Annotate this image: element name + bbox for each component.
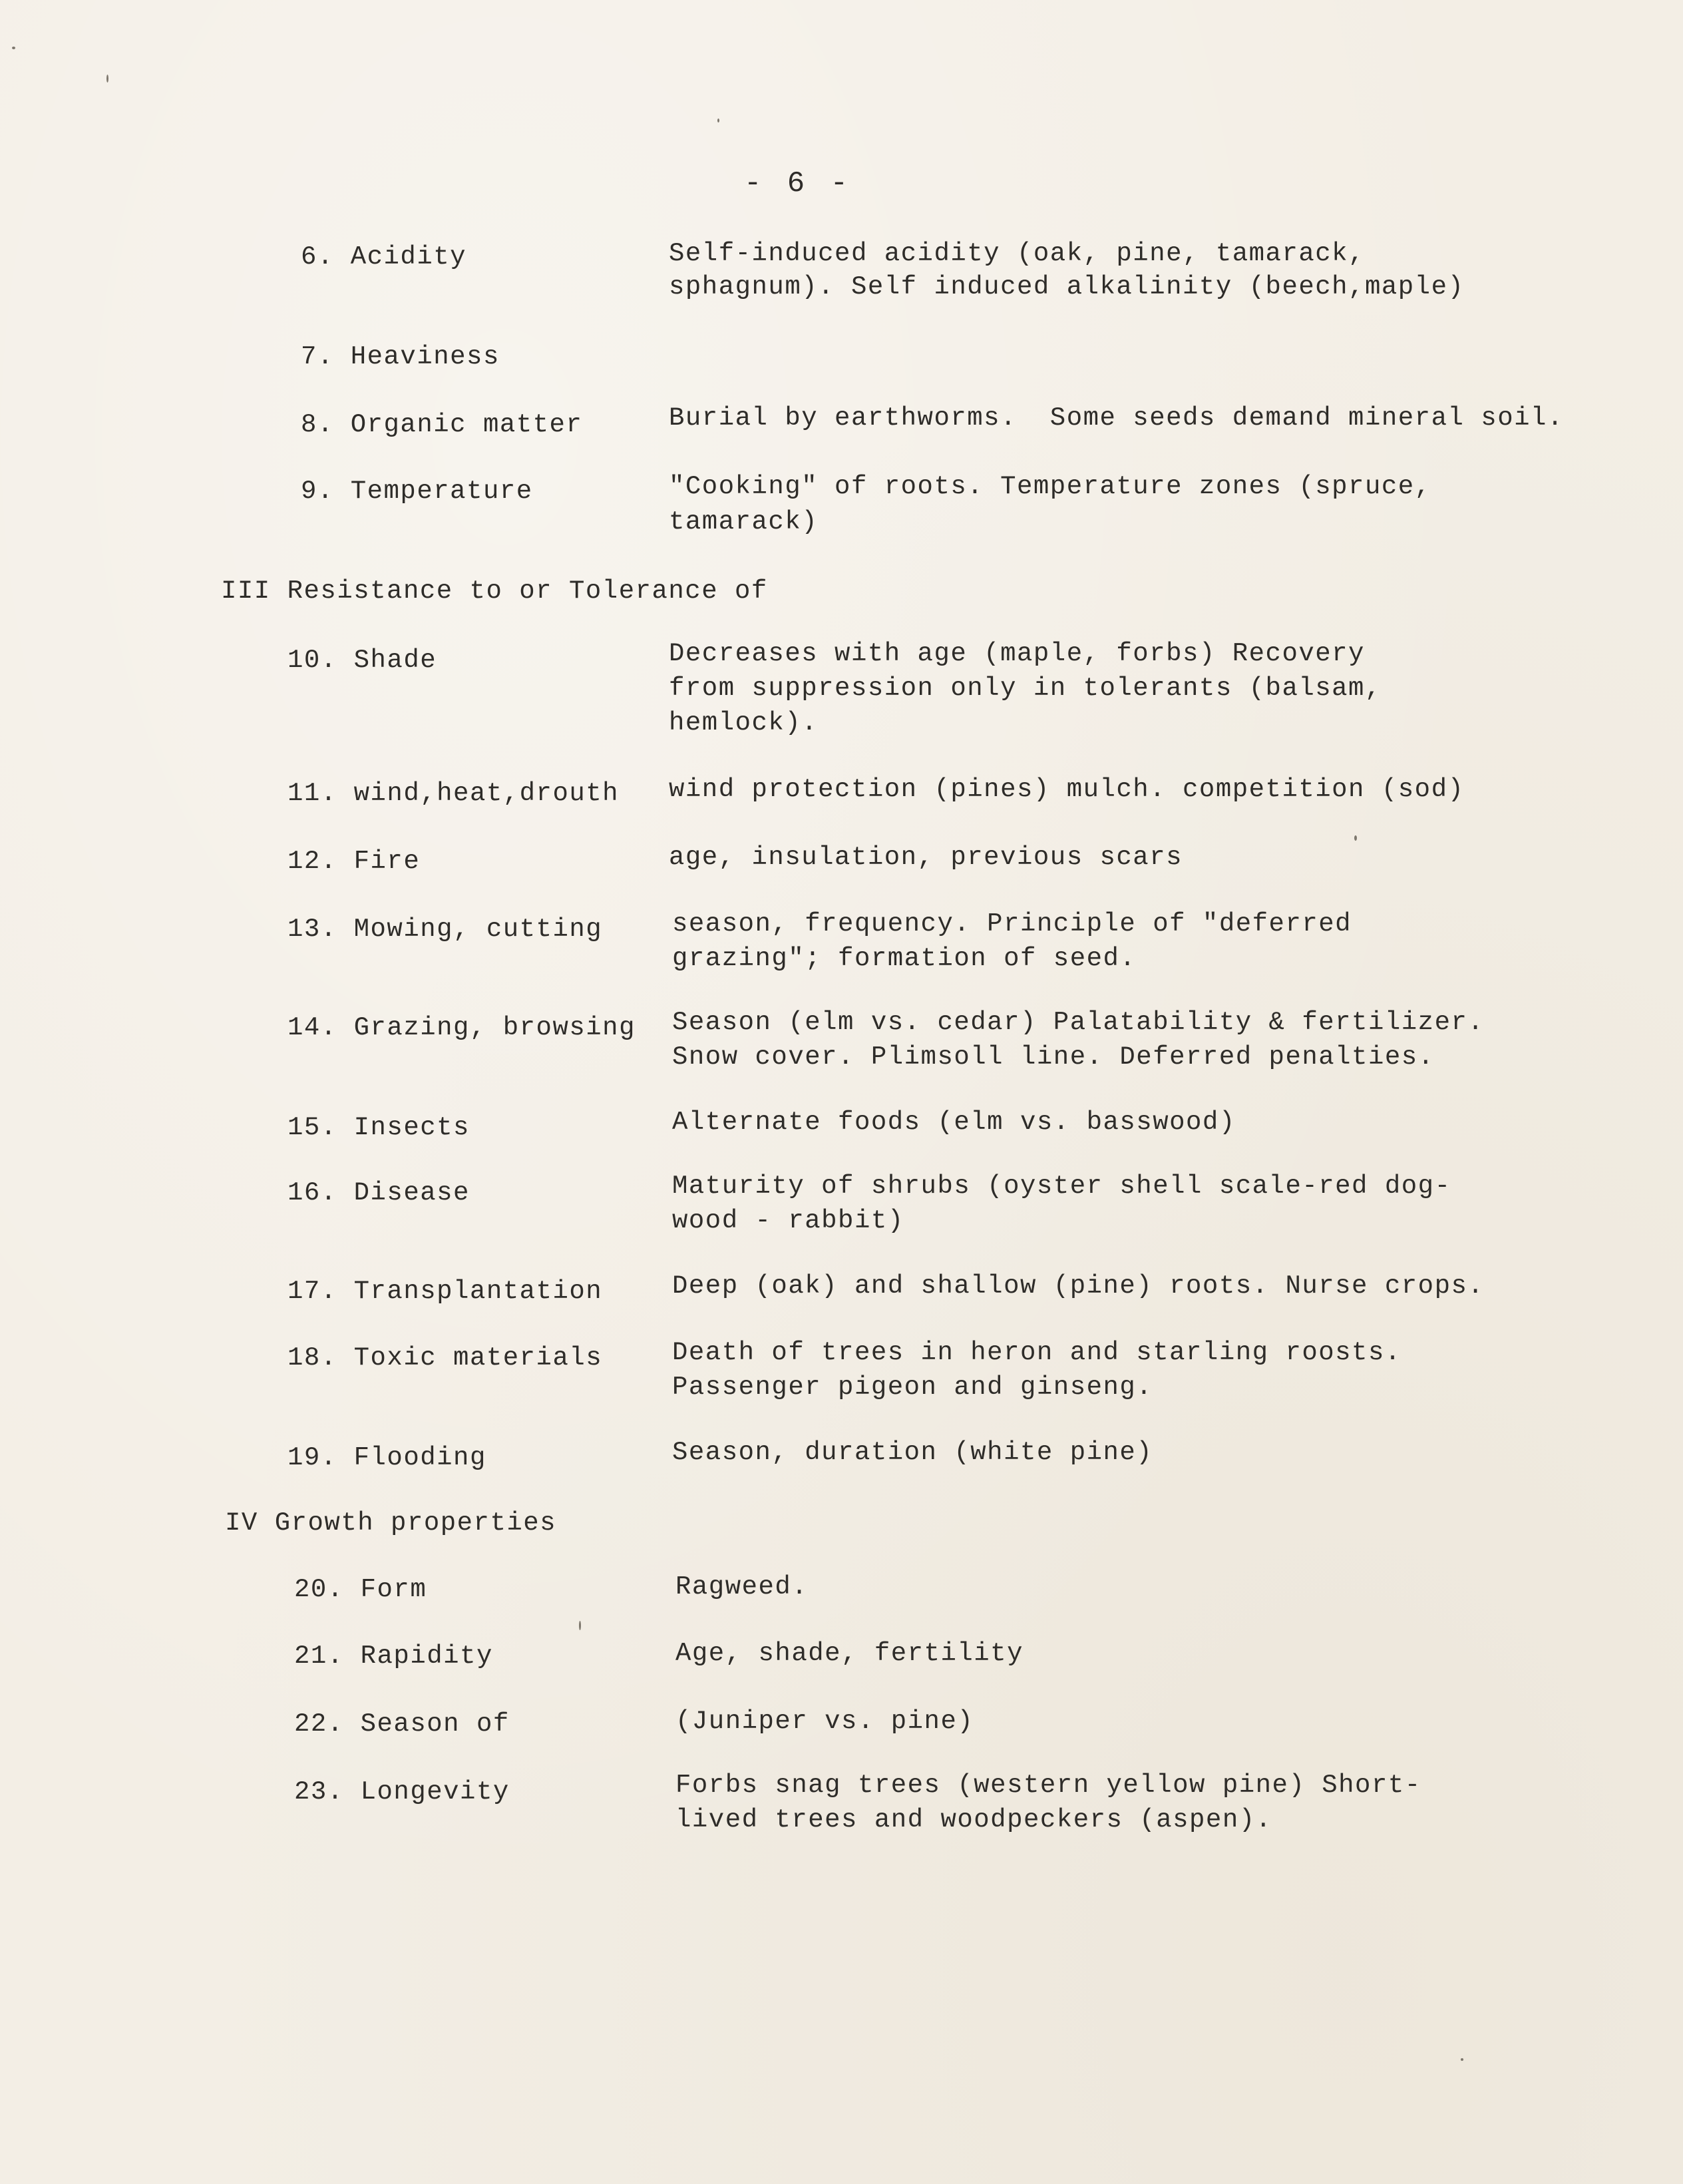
section-iii-heading: III Resistance to or Tolerance of <box>221 576 768 606</box>
paper-speck <box>12 47 15 49</box>
paper-speck <box>717 118 719 122</box>
item-desc-9-line1: "Cooking" of roots. Temperature zones (spruce, <box>669 472 1431 501</box>
paper-speck <box>1461 2058 1463 2061</box>
item-desc-21-line1: Age, shade, fertility <box>675 1639 1024 1668</box>
item-desc-10-line1: Decreases with age (maple, forbs) Recovery <box>669 639 1365 668</box>
item-desc-17-line1: Deep (oak) and shallow (pine) roots. Nurse crops. <box>672 1271 1485 1301</box>
item-desc-6-line2: sphagnum). Self induced alkalinity (beech,maple) <box>669 272 1465 302</box>
item-label-21: 21. Rapidity <box>294 1641 493 1671</box>
item-desc-6-line1: Self-induced acidity (oak, pine, tamarack, <box>669 239 1365 268</box>
item-desc-19-line1: Season, duration (white pine) <box>672 1438 1153 1467</box>
item-desc-8-line1: Burial by earthworms. Some seeds demand mineral soil. <box>669 403 1564 433</box>
item-label-8: 8. Organic matter <box>301 410 583 439</box>
item-desc-13-line1: season, frequency. Principle of "deferred <box>672 909 1352 939</box>
item-label-14: 14. Grazing, browsing <box>287 1013 636 1042</box>
item-desc-18-line1: Death of trees in heron and starling roosts. <box>672 1338 1402 1367</box>
item-label-9: 9. Temperature <box>301 477 533 506</box>
item-label-7: 7. Heaviness <box>301 342 500 371</box>
item-desc-22-line1: (Juniper vs. pine) <box>675 1707 974 1736</box>
item-label-18: 18. Toxic materials <box>287 1343 603 1373</box>
paper-speck <box>579 1621 581 1630</box>
item-desc-20-line1: Ragweed. <box>675 1572 809 1602</box>
item-desc-12-line1: age, insulation, previous scars <box>669 843 1183 872</box>
item-label-10: 10. Shade <box>287 646 437 675</box>
item-label-15: 15. Insects <box>287 1113 470 1142</box>
item-desc-16-line1: Maturity of shrubs (oyster shell scale-red dog- <box>672 1172 1451 1201</box>
item-label-19: 19. Flooding <box>287 1443 486 1472</box>
item-desc-10-line3: hemlock). <box>669 708 819 738</box>
item-desc-14-line1: Season (elm vs. cedar) Palatability & fertilizer. <box>672 1008 1485 1037</box>
item-label-20: 20. Form <box>294 1575 427 1604</box>
item-label-22: 22. Season of <box>294 1709 510 1739</box>
paper-speck <box>106 75 108 83</box>
item-desc-15-line1: Alternate foods (elm vs. basswood) <box>672 1108 1236 1137</box>
item-desc-11-line1: wind protection (pines) mulch. competition (sod) <box>669 775 1465 804</box>
item-label-13: 13. Mowing, cutting <box>287 915 603 944</box>
section-iv-heading: IV Growth properties <box>225 1508 557 1538</box>
item-desc-14-line2: Snow cover. Plimsoll line. Deferred penalties. <box>672 1042 1435 1072</box>
item-desc-16-line2: wood - rabbit) <box>672 1206 904 1235</box>
item-desc-23-line1: Forbs snag trees (western yellow pine) Short- <box>675 1771 1421 1800</box>
paper-speck <box>1354 835 1357 841</box>
item-label-11: 11. wind,heat,drouth <box>287 779 620 808</box>
item-label-17: 17. Transplantation <box>287 1277 603 1306</box>
item-desc-9-line2: tamarack) <box>669 507 819 537</box>
page-number: - 6 - <box>744 167 852 200</box>
item-label-16: 16. Disease <box>287 1178 470 1207</box>
item-desc-13-line2: grazing"; formation of seed. <box>672 944 1137 973</box>
item-desc-18-line2: Passenger pigeon and ginseng. <box>672 1373 1153 1402</box>
item-desc-10-line2: from suppression only in tolerants (balsam, <box>669 674 1382 703</box>
item-label-12: 12. Fire <box>287 847 421 876</box>
item-desc-23-line2: lived trees and woodpeckers (aspen). <box>675 1805 1272 1835</box>
item-label-6: 6. Acidity <box>301 242 467 272</box>
item-label-23: 23. Longevity <box>294 1777 510 1807</box>
